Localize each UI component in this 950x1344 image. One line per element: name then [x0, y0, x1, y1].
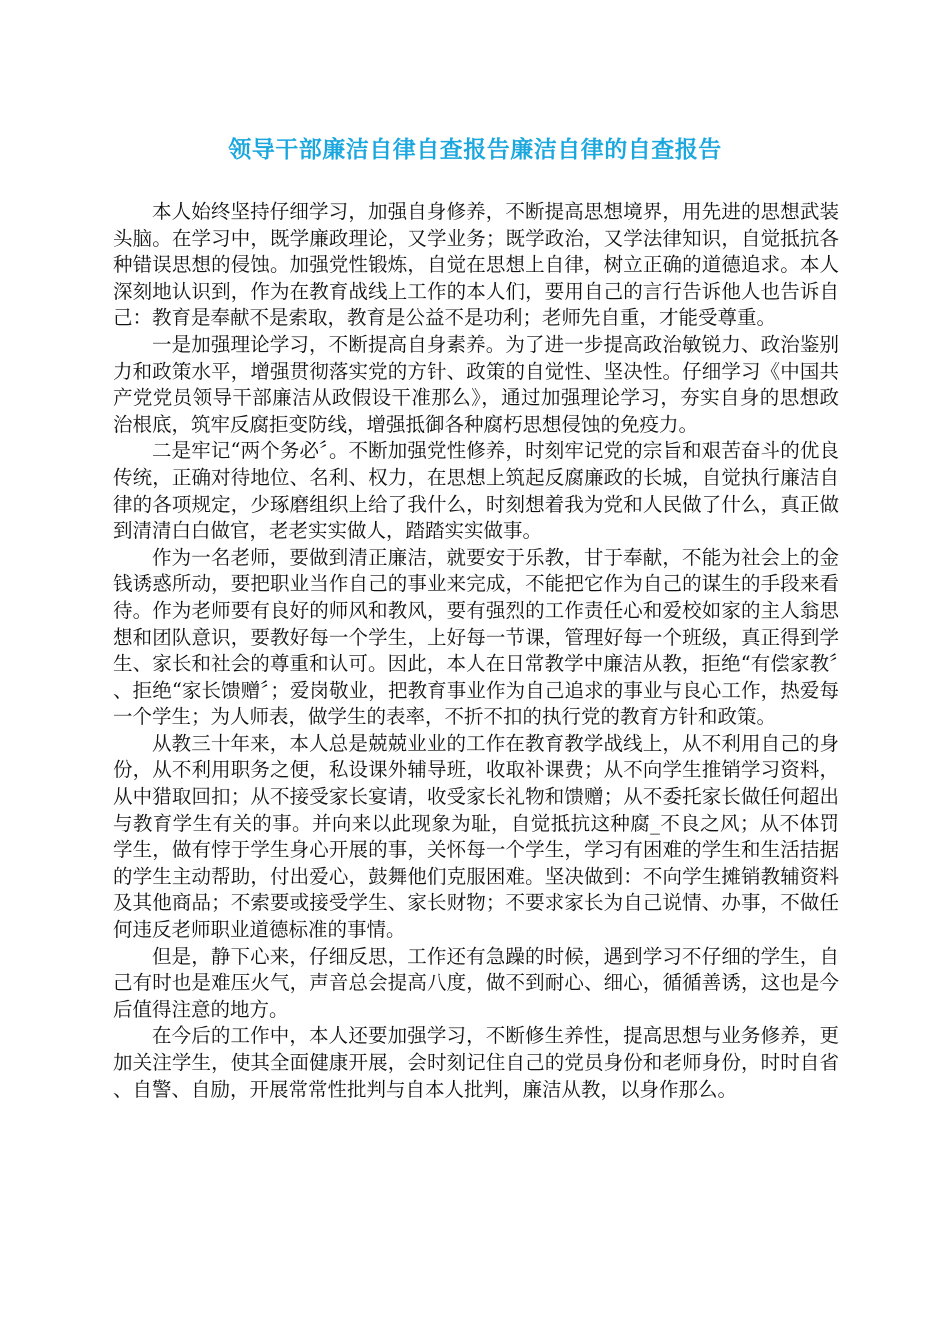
paragraph-future-work: 在今后的工作中，本人还要加强学习，不断修生养性，提高思想与业务修养，更加关注学生，使其全面健康开展，会时刻记住自己的党员身份和老师身份，时时自省、自警、自励，开展常常性批判与自本人批判，廉洁从教，以身作那么。: [113, 1024, 839, 1101]
paragraph-reflection: 但是，静下心来，仔细反思，工作还有急躁的时候，遇到学习不仔细的学生，自己有时也是难压火气，声音总会提高八度，做不到耐心、细心，循循善诱，这也是今后值得注意的地方。: [113, 944, 839, 1021]
paragraph-teacher-integrity: 作为一名老师，要做到清正廉洁，就要安于乐教，甘于奉献，不能为社会上的金钱诱惑所动，要把职业当作自己的事业来完成，不能把它作为自己的谋生的手段来看待。作为老师要有良好的师风和教风，要有强烈的工作责任心和爱校如家的主人翁思想和团队意识，要教好每一个学生，上好每一节课，管理好每一个班级，真正得到学生、家长和社会的尊重和认可。因此，本人在日常教学中廉洁从教，拒绝“有偿家教〞、拒绝“家长馈赠〞；爱岗敬业，把教育事业作为自己追求的事业与良心工作，热爱每一个学生；为人师表，做学生的表率，不折不扣的执行党的教育方针和政策。: [113, 545, 839, 729]
paragraph-theory-study: 一是加强理论学习，不断提高自身素养。为了进一步提高政治敏锐力、政治鉴别力和政策水平，增强贯彻落实党的方针、政策的自觉性、坚决性。仔细学习《中国共产党党员领导干部廉洁从政假设干准那么》，通过加强理论学习，夯实自身的思想政治根底，筑牢反腐拒变防线，增强抵御各种腐朽思想侵蚀的免疫力。: [113, 332, 839, 436]
paragraph-intro: 本人始终坚持仔细学习，加强自身修养，不断提高思想境界，用先进的思想武装头脑。在学习中，既学廉政理论，又学业务；既学政治，又学法律知识，自觉抵抗各种错误思想的侵蚀。加强党性锻炼，自觉在思想上自律，树立正确的道德追求。本人深刻地认识到，作为在教育战线上工作的本人们，要用自己的言行告诉他人也告诉自己：教育是奉献不是索取，教育是公益不是功利；老师先自重，才能受尊重。: [113, 200, 839, 330]
document-title: 领导干部廉洁自律自查报告廉洁自律的自查报告: [228, 136, 722, 163]
document-body: [113, 199, 839, 1103]
paragraph-two-musts: 二是牢记“两个务必〞。不断加强党性修养，时刻牢记党的宗旨和艰苦奋斗的优良传统，正确对待地位、名利、权力，在思想上筑起反腐廉政的长城，自觉执行廉洁自律的各项规定，少琢磨组织上给了我什么，时刻想着我为党和人民做了什么，真正做到清清白白做官，老老实实做人，踏踏实实做事。: [113, 439, 839, 543]
paragraph-thirty-years: 从教三十年来，本人总是兢兢业业的工作在教育教学战线上，从不利用自己的身份，从不利用职务之便，私设课外辅导班，收取补课费；从不向学生推销学习资料，从中猎取回扣；从不接受家长宴请，收受家长礼物和馈赠；从不委托家长做任何超出与教育学生有关的事。并向来以此现象为耻，自觉抵抗这种腐_不良之风；从不体罚学生，做有悖于学生身心开展的事，关怀每一个学生，学习有困难的学生和生活拮据的学生主动帮助，付出爱心，鼓舞他们克服困难。坚决做到：不向学生摊销教辅资料及其他商品；不索要或接受学生、家长财物；不要求家长为自己说情、办事，不做任何违反老师职业道德标准的事情。: [113, 731, 839, 942]
